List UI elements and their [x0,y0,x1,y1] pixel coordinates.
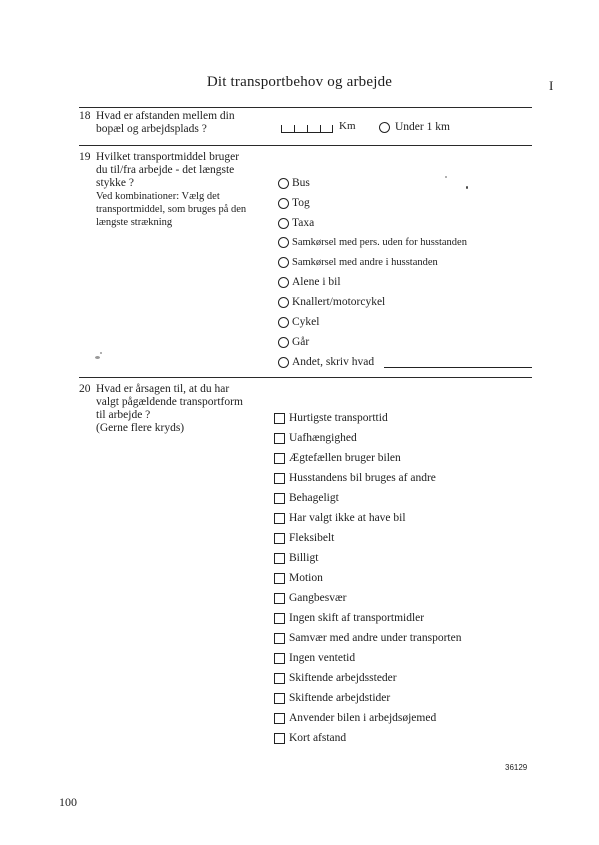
checkbox-icon[interactable] [274,733,285,744]
q19-option-label: Bus [292,177,310,189]
q20-option-husstandens-bil[interactable] [274,471,436,485]
q19-option-taxa[interactable] [278,216,314,230]
form-code: 36129 [505,763,528,772]
q20-option-label: Billigt [289,552,319,564]
q18-unit-label: Km [339,120,356,132]
radio-icon[interactable] [278,297,289,308]
q20-option-label: Ingen skift af transportmidler [289,612,425,624]
checkbox-icon[interactable] [274,613,285,624]
q19-line-3: stykke ? [96,177,135,189]
q18-distance-boxes[interactable] [281,122,333,133]
q20-option-label: Har valgt ikke at have bil [289,512,406,524]
q20-option-gangbesvaer[interactable] [274,591,347,605]
radio-icon[interactable] [278,257,289,268]
q19-line-5: transportmiddel, som bruges på den [96,204,247,215]
checkbox-icon[interactable] [274,653,285,664]
checkbox-icon[interactable] [274,533,285,544]
q20-option-ingen-skift[interactable] [274,611,424,625]
q20-option-arbejdstider[interactable] [274,691,390,705]
radio-icon[interactable] [278,198,289,209]
radio-icon[interactable] [278,178,289,189]
q20-option-label: Ægtefællen bruger bilen [289,452,401,464]
margin-mark: I [549,78,554,93]
radio-icon[interactable] [278,317,289,328]
q19-option-label: Knallert/motorcykel [292,296,386,308]
q20-option-samvaer[interactable] [274,631,461,645]
checkbox-icon[interactable] [274,493,285,504]
q19-option-samkorsel-husstand[interactable] [278,255,438,269]
q20-option-uafhaengighed[interactable] [274,431,357,445]
q20-option-label: Hurtigste transporttid [289,412,388,424]
radio-icon[interactable] [278,357,289,368]
q18-option-label: Under 1 km [395,121,450,133]
q20-number: 20 [79,383,91,395]
q20-option-label: Skiftende arbejdssteder [289,672,397,684]
page-title: Dit transportbehov og arbejde [206,74,393,90]
checkbox-icon[interactable] [274,573,285,584]
q19-option-label: Alene i bil [292,276,341,288]
radio-icon[interactable] [278,218,289,229]
q19-option-alene-i-bil[interactable] [278,275,341,289]
q19-option-label: Går [292,336,310,348]
q20-option-arbejdssteder[interactable] [274,671,397,685]
rule-top-q18 [79,107,532,108]
q19-option-bus[interactable] [278,176,310,190]
q20-line-2: valgt pågældende transportform [96,396,243,408]
q20-option-motion[interactable] [274,571,323,585]
q20-line-3: til arbejde ? [96,409,151,421]
q20-option-label: Behageligt [289,492,339,504]
q19-option-gar[interactable] [278,335,309,349]
scan-speck [95,356,100,359]
q20-option-label: Husstandens bil bruges af andre [289,472,436,484]
q20-option-label: Uafhængighed [289,432,357,444]
q20-option-label: Fleksibelt [289,532,335,544]
scan-speck [100,352,102,354]
q20-option-behageligt[interactable] [274,491,339,505]
q19-option-label: Tog [292,197,310,209]
q19-option-cykel[interactable] [278,315,319,329]
q18-question [96,110,281,136]
radio-icon[interactable] [278,277,289,288]
scan-speck [445,176,447,178]
checkbox-icon[interactable] [274,473,285,484]
checkbox-icon[interactable] [274,593,285,604]
q19-number: 19 [79,151,91,163]
page-number: 100 [59,795,77,809]
rule-top-q19 [79,145,532,146]
q20-option-arbejdsojemed[interactable] [274,711,436,725]
q19-option-label: Taxa [292,217,315,229]
checkbox-icon[interactable] [274,633,285,644]
q20-option-ikke-bil[interactable] [274,511,406,525]
q19-line-4: Ved kombinationer: Vælg det [96,191,220,202]
checkbox-icon[interactable] [274,673,285,684]
checkbox-icon[interactable] [274,513,285,524]
q20-option-label: Samvær med andre under transporten [289,632,462,644]
q20-option-label: Motion [289,572,323,584]
q20-option-hurtigste[interactable] [274,411,388,425]
q19-line-1: Hvilket transportmiddel bruger [96,151,240,163]
q20-option-fleksibelt[interactable] [274,531,334,545]
q20-line-1: Hvad er årsagen til, at du har [96,383,230,395]
scan-speck [466,186,468,189]
q20-option-label: Gangbesvær [289,592,347,604]
q20-question [96,383,281,435]
radio-icon[interactable] [278,337,289,348]
checkbox-icon[interactable] [274,693,285,704]
q18-line-2: bopæl og arbejdsplads ? [96,123,207,135]
q19-line-6: længste strækning [96,217,173,228]
rule-top-q20 [79,377,532,378]
q19-option-label: Samkørsel med pers. uden for husstanden [292,236,467,248]
q19-option-label: Samkørsel med andre i husstanden [292,256,438,268]
q20-option-billigt[interactable] [274,551,318,565]
q19-line-2: du til/fra arbejde - det længste [96,164,235,176]
q20-option-label: Ingen ventetid [289,652,356,664]
q19-option-label: Andet, skriv hvad [292,356,375,368]
q19-andet-write-in[interactable] [384,357,532,368]
q20-option-ingen-ventetid[interactable] [274,651,355,665]
q19-option-knallert[interactable] [278,295,385,309]
q19-option-andet[interactable] [278,355,532,369]
checkbox-icon[interactable] [274,413,285,424]
q20-option-aegtefaellen[interactable] [274,451,401,465]
checkbox-icon[interactable] [274,553,285,564]
checkbox-icon[interactable] [274,433,285,444]
q20-option-label: Kort afstand [289,732,347,744]
q19-option-tog[interactable] [278,196,310,210]
checkbox-icon[interactable] [274,453,285,464]
q20-option-label: Anvender bilen i arbejdsøjemed [289,712,437,724]
q19-question [96,151,281,229]
q18-option-under-1km[interactable] [379,121,450,133]
q18-number: 18 [79,110,91,122]
q18-line-1: Hvad er afstanden mellem din [96,110,235,122]
q19-option-label: Cykel [292,316,320,328]
q19-option-samkorsel-uden[interactable] [278,235,467,249]
q20-option-label: Skiftende arbejdstider [289,692,391,704]
radio-icon[interactable] [379,122,390,133]
radio-icon[interactable] [278,237,289,248]
checkbox-icon[interactable] [274,713,285,724]
q20-line-4: (Gerne flere kryds) [96,422,185,434]
q20-option-kort-afstand[interactable] [274,731,346,745]
